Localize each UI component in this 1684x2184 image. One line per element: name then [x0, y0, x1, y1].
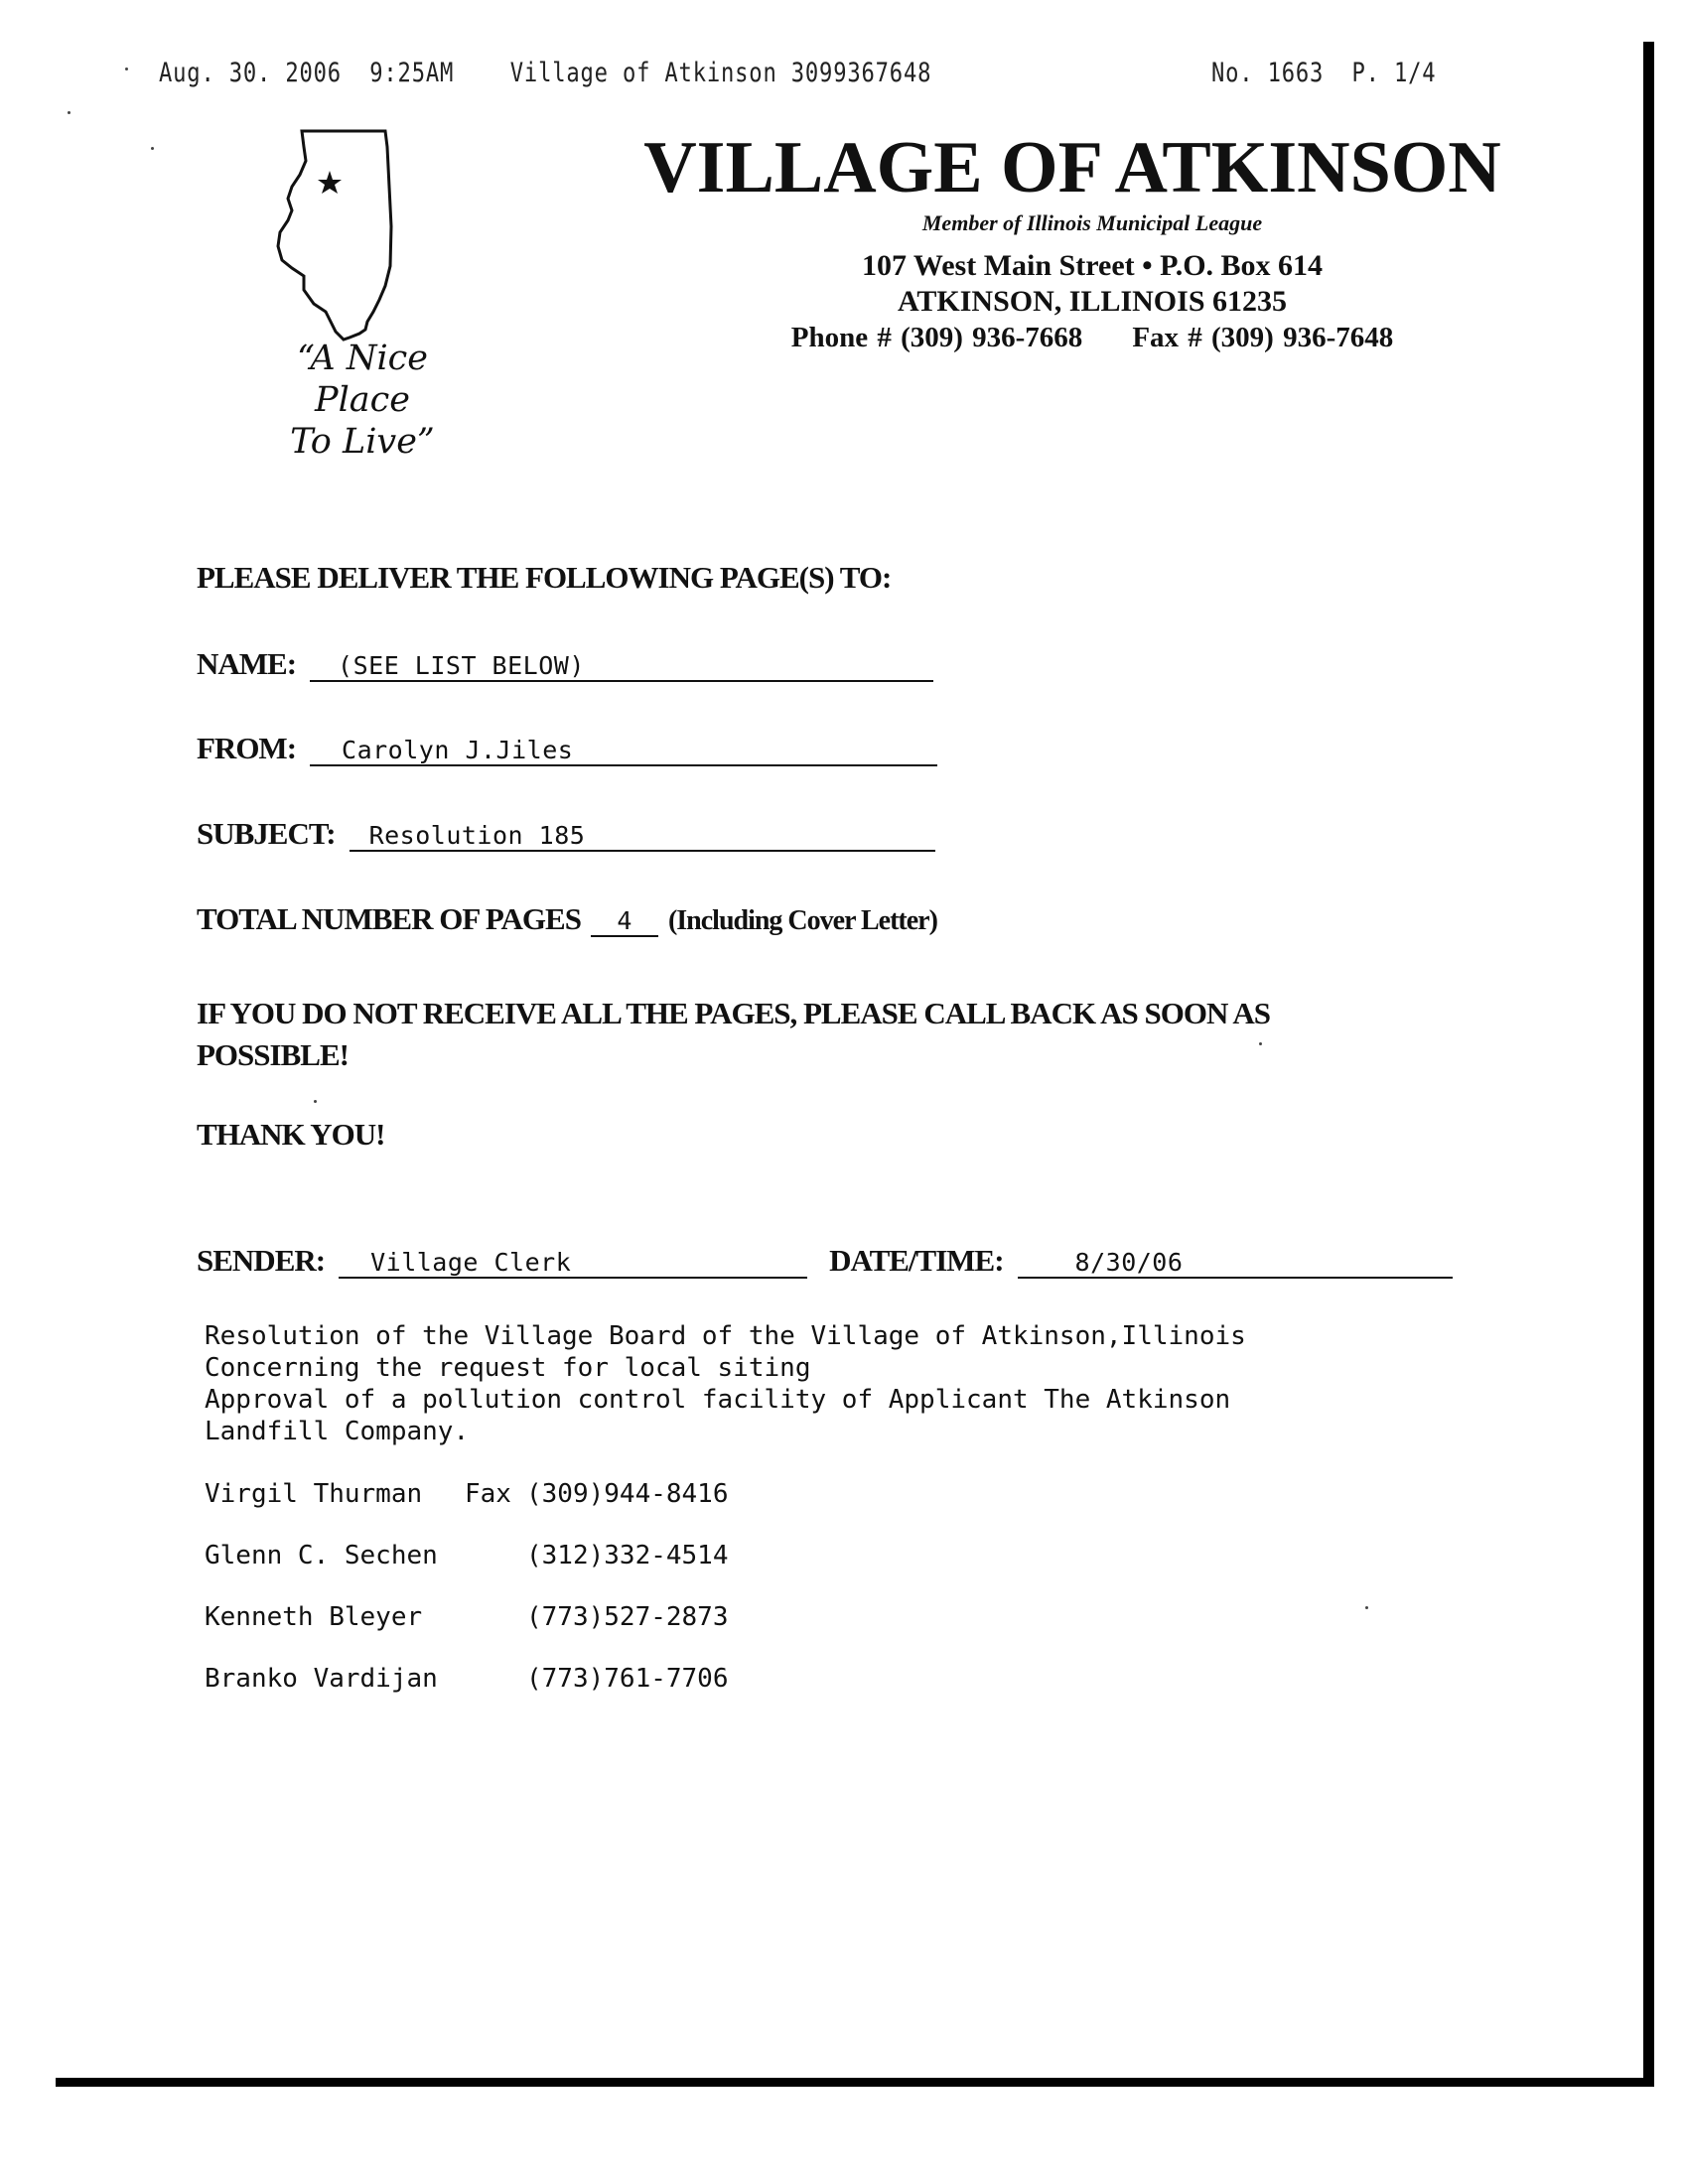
subject-label: SUBJECT: [197, 816, 336, 851]
name-label: NAME: [197, 646, 297, 681]
missing-pages-notice: IF YOU DO NOT RECEIVE ALL THE PAGES, PLEASE CALL BACK AS SOON AS POSSIBLE! [197, 996, 1271, 1072]
right-edge-line [1643, 42, 1654, 2085]
village-tagline [248, 338, 477, 463]
scan-speck [151, 147, 154, 150]
sender-field: Village Clerk [339, 1248, 807, 1279]
datetime-label: DATE/TIME: [829, 1243, 1004, 1278]
fax-page-info [1211, 58, 1436, 88]
resolution-line-4: Landfill Company. [205, 1417, 470, 1446]
sender-label: SENDER: [197, 1243, 326, 1278]
total-pages-row [197, 901, 937, 937]
star-icon [318, 171, 342, 194]
recipient-phone: (312)332-4514 [526, 1541, 729, 1570]
fax-page-count: P. 1/4 [1351, 58, 1437, 88]
resolution-description [205, 1320, 1246, 1447]
deliver-heading: PLEASE DELIVER THE FOLLOWING PAGE(S) TO: [197, 560, 892, 595]
village-fax: Fax # (309) 936-7648 [1132, 322, 1394, 353]
recipient-name: Glenn C. Sechen [205, 1541, 438, 1570]
recipient-phone: (309)944-8416 [526, 1479, 729, 1509]
datetime-field: 8/30/06 [1018, 1248, 1453, 1279]
illinois-map-icon [274, 127, 413, 345]
resolution-line-1: Resolution of the Village Board of the Village of Atkinson,Illinois [205, 1321, 1246, 1351]
scan-speck [1365, 1606, 1368, 1609]
subject-row [197, 816, 935, 852]
from-label: FROM: [197, 731, 297, 765]
fax-date: Aug. 30. 2006 [159, 58, 342, 88]
fax-transmission-header [159, 58, 931, 88]
total-pages-suffix: (Including Cover Letter) [667, 905, 937, 936]
thank-you-text: THANK YOU! [197, 1117, 385, 1152]
bottom-edge-line [56, 2078, 1654, 2087]
name-row [197, 646, 933, 682]
recipient-name: Virgil Thurman [205, 1479, 423, 1509]
scan-speck [1259, 1042, 1262, 1045]
street-address: 107 West Main Street • P.O. Box 614 [861, 249, 1324, 282]
scan-speck [314, 1100, 317, 1103]
fax-number: No. 1663 [1211, 58, 1325, 88]
total-pages-label: TOTAL NUMBER OF PAGES [197, 901, 581, 936]
village-phone: Phone # (309) 936-7668 [790, 322, 1083, 353]
fax-sender-id: Village of Atkinson 3099367648 [509, 58, 932, 88]
recipient-name: Branko Vardijan [205, 1664, 438, 1694]
scan-speck [125, 68, 128, 70]
scan-speck [68, 111, 70, 114]
recipient-phone: (773)761-7706 [526, 1664, 729, 1694]
recipient-fax-label: Fax [465, 1479, 511, 1509]
recipient-phone: (773)527-2873 [526, 1602, 729, 1632]
name-field: (SEE LIST BELOW) [310, 651, 933, 682]
village-title: VILLAGE OF ATKINSON [643, 127, 1501, 208]
from-row [197, 731, 937, 766]
tagline-line-1: “A Nice Place [297, 339, 428, 420]
membership-line: Member of Illinois Municipal League [921, 210, 1263, 235]
recipient-name: Kenneth Bleyer [205, 1602, 423, 1632]
subject-field: Resolution 185 [350, 821, 935, 852]
from-field: Carolyn J.Jiles [310, 736, 937, 766]
resolution-line-2: Concerning the request for local siting [205, 1353, 811, 1383]
total-pages-field: 4 [591, 906, 658, 937]
contact-numbers [616, 320, 1569, 355]
sender-row [197, 1243, 1453, 1279]
city-state-zip: ATKINSON, ILLINOIS 61235 [897, 285, 1288, 318]
tagline-line-2: To Live” [290, 422, 435, 462]
fax-time: 9:25AM [369, 58, 455, 88]
resolution-line-3: Approval of a pollution control facility of Applicant The Atkinson [205, 1385, 1231, 1415]
letterhead [576, 127, 1569, 355]
